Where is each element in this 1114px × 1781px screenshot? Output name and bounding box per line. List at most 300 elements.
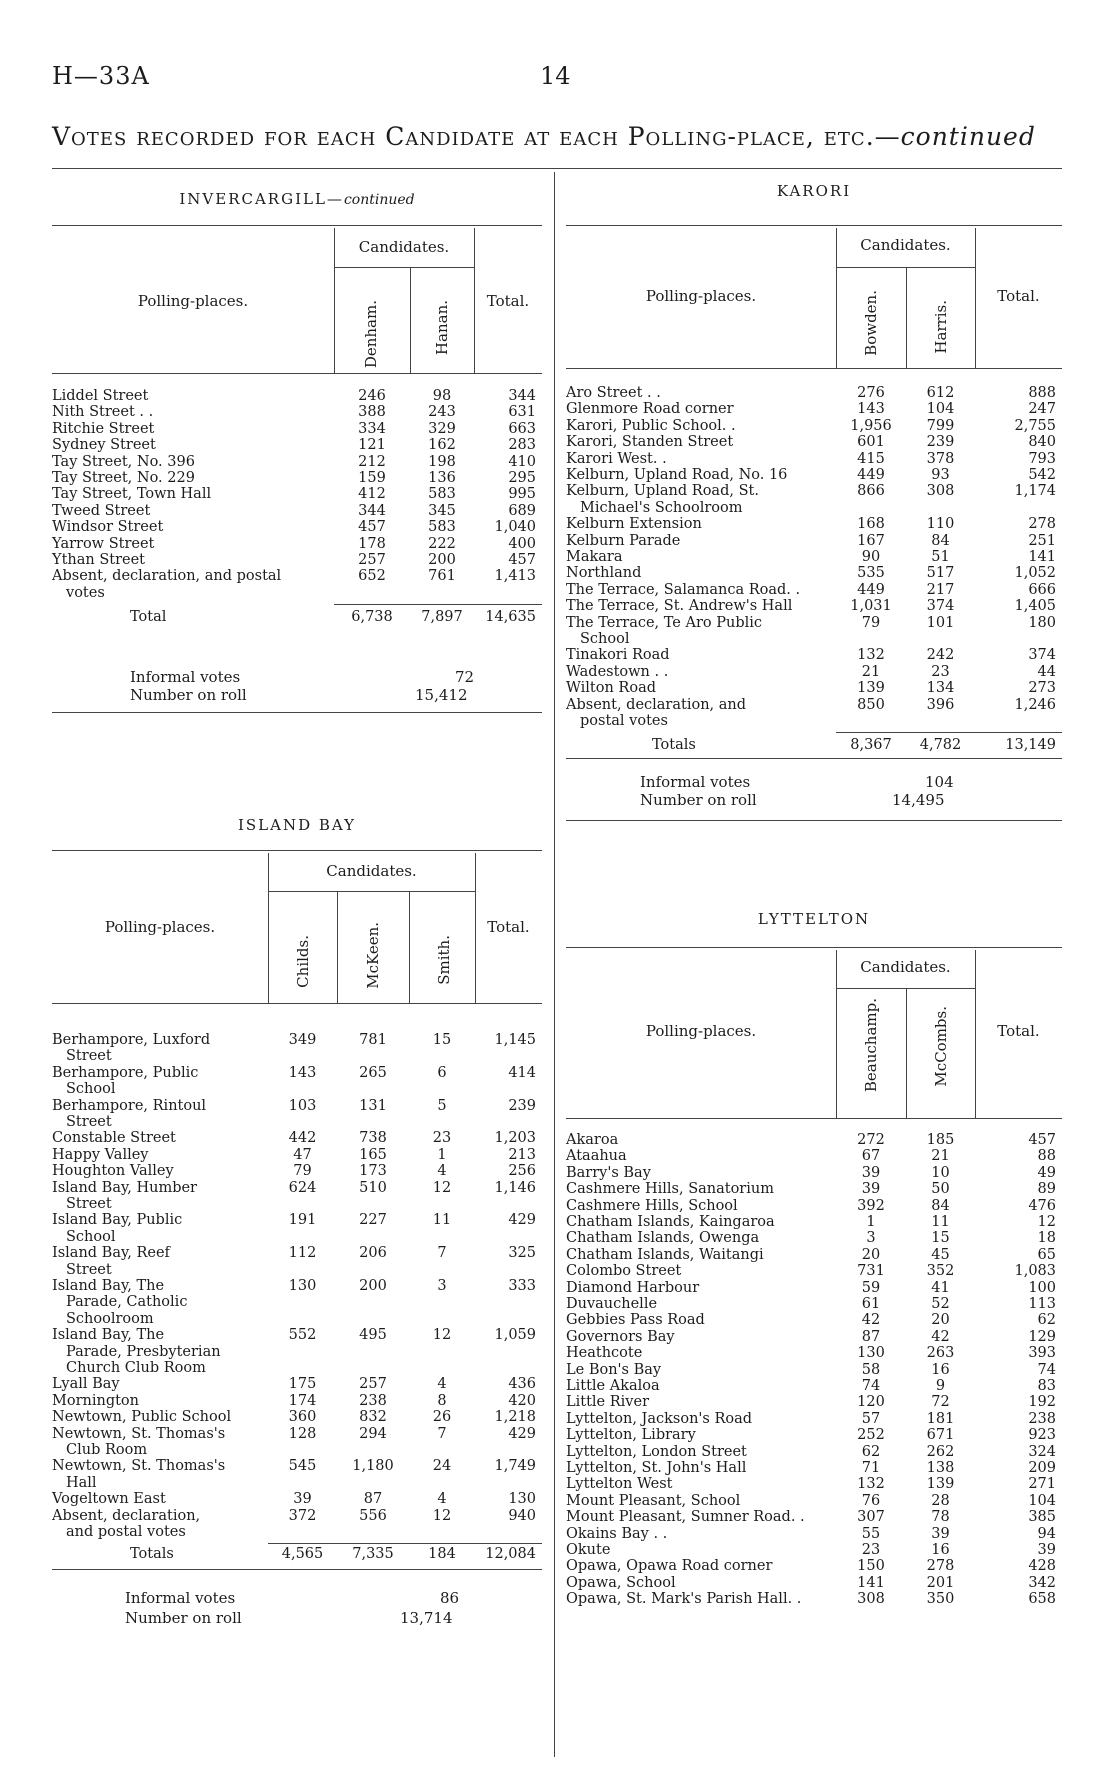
- karori-row-total: 1,174: [1014, 483, 1056, 500]
- lyttelton-votes: 141: [857, 1574, 885, 1591]
- lyttelton-place: Okains Bay . .: [566, 1525, 668, 1542]
- invercargill-grand-total: 14,635: [485, 609, 536, 626]
- island-bay-cand-rule: [268, 891, 475, 892]
- karori-total-2: 4,782: [919, 737, 962, 754]
- lyttelton-place: Le Bon's Bay: [566, 1361, 662, 1378]
- lyttelton-votes: 39: [931, 1525, 950, 1542]
- island_bay-votes: 173: [359, 1163, 387, 1180]
- island_bay-place: Hall: [66, 1474, 97, 1491]
- island_bay-row-total: 256: [508, 1163, 536, 1180]
- island_bay-votes: 112: [288, 1245, 317, 1262]
- karori-row-total: 141: [1028, 549, 1056, 565]
- karori-candidates-label: Candidates.: [860, 236, 951, 254]
- lyttelton-votes: 15: [931, 1230, 950, 1247]
- island_bay-votes: 257: [359, 1376, 387, 1393]
- lyttelton-row-total: 83: [1037, 1378, 1056, 1394]
- lyttelton-total-label: Total.: [997, 1022, 1040, 1040]
- invercargill-votes: 178: [358, 535, 386, 552]
- island_bay-row-total: 414: [508, 1064, 536, 1081]
- karori-cand-rule: [836, 267, 975, 268]
- lyttelton-row-total: 1,083: [1014, 1263, 1056, 1280]
- karori-place: Aro Street . .: [566, 385, 661, 401]
- island_bay-votes: 510: [359, 1179, 387, 1196]
- island-bay-total-2: 7,335: [352, 1546, 394, 1563]
- karori-votes: 21: [861, 663, 881, 680]
- island_bay-votes: 165: [359, 1146, 387, 1163]
- invercargill-roll-value: 15,412: [415, 686, 468, 704]
- lyttelton-votes: 16: [931, 1542, 950, 1558]
- karori-place: Wilton Road: [566, 680, 657, 697]
- invercargill-place: Nith Street . .: [52, 404, 154, 421]
- lyttelton-votes: 74: [861, 1378, 881, 1394]
- island_bay-votes: 495: [359, 1327, 387, 1344]
- karori-votes: 79: [861, 614, 881, 631]
- invercargill-place: Tay Street, No. 229: [52, 470, 195, 486]
- invercargill-row-total: 663: [508, 420, 536, 437]
- document-title: [52, 122, 1062, 151]
- lyttelton-place: Opawa, Opawa Road corner: [566, 1558, 773, 1575]
- lyttelton-votes: 350: [926, 1591, 955, 1608]
- invercargill-votes: 246: [358, 388, 386, 404]
- karori-votes: 415: [857, 450, 885, 467]
- lyttelton-place: Okute: [566, 1542, 611, 1558]
- karori-informal-label: Informal votes: [640, 773, 751, 791]
- island_bay-place: Club Room: [66, 1442, 148, 1458]
- karori-place: Karori, Standen Street: [566, 434, 734, 451]
- island_bay-votes: 191: [288, 1212, 317, 1229]
- invercargill-votes: 334: [358, 420, 386, 437]
- island_bay-place: Vogeltown East: [52, 1491, 166, 1508]
- lyttelton-row-total: 74: [1037, 1361, 1056, 1378]
- island-bay-col-line: [409, 892, 410, 1003]
- karori-title: KARORI: [776, 182, 852, 200]
- lyttelton-votes: 308: [857, 1591, 885, 1608]
- karori-place: Kelburn, Upland Road, St.: [566, 483, 759, 500]
- island_bay-place: Constable Street: [52, 1130, 176, 1147]
- lyttelton-votes: 3: [866, 1230, 876, 1247]
- lyttelton-row-total: 88: [1037, 1148, 1056, 1165]
- karori-polling-label: Polling-places.: [645, 287, 757, 305]
- island_bay-row-total: 1,145: [494, 1032, 536, 1048]
- invercargill-title: [52, 190, 542, 208]
- invercargill-row-total: 400: [508, 535, 536, 552]
- island_bay-place: Island Bay, Humber: [52, 1179, 197, 1196]
- island_bay-place: School: [66, 1081, 116, 1098]
- island_bay-row-total: 1,146: [494, 1179, 536, 1196]
- lyttelton-row-total: 18: [1037, 1230, 1056, 1247]
- invercargill-total-2: 7,897: [421, 609, 463, 626]
- island_bay-row-total: 1,203: [494, 1130, 536, 1147]
- lyttelton-votes: 45: [931, 1246, 950, 1263]
- karori-votes: 104: [926, 401, 955, 418]
- karori-row-total: 840: [1028, 434, 1056, 451]
- lyttelton-row-total: 192: [1028, 1394, 1056, 1411]
- invercargill-place: Ythan Street: [52, 552, 146, 568]
- lyttelton-place: Diamond Harbour: [566, 1279, 700, 1296]
- island_bay-votes: 1,180: [352, 1458, 394, 1475]
- lyttelton-votes: 20: [931, 1312, 950, 1329]
- lyttelton-place: Lyttelton West: [566, 1476, 673, 1493]
- karori-row-total: 180: [1028, 614, 1056, 631]
- island_bay-place: Berhampore, Rintoul: [52, 1097, 207, 1114]
- lyttelton-row-total: 104: [1028, 1492, 1056, 1509]
- karori-votes: 535: [857, 565, 885, 582]
- karori-votes: 217: [926, 581, 955, 598]
- lyttelton-row-total: 94: [1037, 1525, 1056, 1542]
- island_bay-row-total: 325: [508, 1245, 536, 1262]
- lyttelton-place: Opawa, St. Mark's Parish Hall. .: [566, 1591, 802, 1608]
- karori-place: Kelburn Extension: [566, 516, 702, 533]
- karori-votes: 1,031: [850, 598, 892, 615]
- island_bay-votes: 349: [288, 1032, 317, 1048]
- island_bay-votes: 87: [363, 1491, 383, 1508]
- island-bay-top-rule: [52, 850, 542, 851]
- karori-place: Makara: [566, 549, 623, 565]
- island_bay-place: Newtown, Public School: [52, 1409, 232, 1426]
- island_bay-place: Absent, declaration,: [52, 1507, 201, 1524]
- invercargill-row-total: 995: [508, 486, 536, 503]
- island_bay-row-total: 420: [508, 1392, 536, 1409]
- invercargill-votes: 583: [428, 519, 456, 536]
- karori-total-1: 8,367: [850, 737, 892, 754]
- karori-votes: 449: [857, 581, 885, 598]
- lyttelton-votes: 139: [926, 1476, 955, 1493]
- island_bay-row-total: 333: [508, 1278, 536, 1294]
- lyttelton-votes: 59: [861, 1279, 881, 1296]
- karori-grand-total: 13,149: [1005, 737, 1056, 754]
- island_bay-votes: 143: [288, 1064, 317, 1081]
- karori-votes: 101: [926, 614, 955, 631]
- karori-votes: 866: [857, 483, 885, 500]
- lyttelton-place: Chatham Islands, Kaingaroa: [566, 1214, 775, 1230]
- karori-place: Kelburn, Upland Road, No. 16: [566, 467, 788, 483]
- island_bay-votes: 12: [432, 1327, 452, 1344]
- island_bay-place: Houghton Valley: [52, 1163, 174, 1180]
- lyttelton-place: Gebbies Pass Road: [566, 1312, 705, 1329]
- lyttelton-votes: 21: [931, 1148, 950, 1165]
- lyttelton-place: Cashmere Hills, Sanatorium: [566, 1181, 774, 1198]
- lyttelton-votes: 23: [861, 1542, 881, 1558]
- karori-row-total: 2,755: [1014, 417, 1056, 434]
- lyttelton-votes: 39: [861, 1181, 881, 1198]
- invercargill-place: votes: [66, 584, 105, 601]
- lyttelton-row-total: 12: [1037, 1214, 1056, 1230]
- island_bay-votes: 12: [432, 1179, 452, 1196]
- invercargill-votes: 412: [358, 486, 386, 503]
- island_bay-votes: 372: [288, 1507, 317, 1524]
- karori-place: Northland: [566, 565, 642, 582]
- lyttelton-place: Lyttelton, Jackson's Road: [566, 1410, 753, 1427]
- karori-place: Absent, declaration, and: [566, 696, 747, 713]
- title-rule: [52, 168, 1062, 169]
- lyttelton-row-total: 89: [1037, 1181, 1056, 1198]
- lyttelton-votes: 42: [861, 1312, 881, 1329]
- lyttelton-cand-rule: [836, 988, 975, 989]
- island_bay-votes: 1: [437, 1146, 447, 1163]
- island_bay-place: Island Bay, Reef: [52, 1245, 170, 1262]
- lyttelton-votes: 9: [935, 1378, 946, 1394]
- invercargill-place: Tay Street, Town Hall: [52, 486, 212, 503]
- karori-place: Glenmore Road corner: [566, 401, 734, 418]
- karori-place: School: [580, 631, 630, 647]
- page-number: 14: [540, 62, 571, 90]
- island-bay-polling-label: Polling-places.: [104, 918, 216, 936]
- lyttelton-votes: 52: [931, 1296, 950, 1312]
- karori-row-total: 1,052: [1014, 565, 1056, 582]
- island_bay-votes: 26: [432, 1409, 452, 1426]
- lyttelton-place: Mount Pleasant, School: [566, 1492, 741, 1509]
- karori-place: Karori West. .: [566, 450, 667, 467]
- karori-footer-rule: [566, 758, 1062, 759]
- karori-row-total: 1,246: [1014, 696, 1056, 713]
- lyttelton-place: Little Akaloa: [566, 1378, 660, 1394]
- karori-votes: 167: [857, 532, 885, 549]
- island_bay-votes: 4: [437, 1491, 447, 1508]
- island_bay-row-total: 429: [508, 1425, 536, 1442]
- invercargill-votes: 136: [428, 470, 456, 486]
- lyttelton-row-total: 271: [1028, 1476, 1056, 1493]
- invercargill-votes: 212: [358, 453, 386, 470]
- lyttelton-votes: 20: [861, 1246, 881, 1263]
- invercargill-informal-value: 72: [455, 668, 475, 686]
- island-bay-total-3: 184: [428, 1546, 456, 1563]
- lyttelton-votes: 16: [931, 1361, 950, 1378]
- lyttelton-place: Lyttelton, London Street: [566, 1443, 747, 1460]
- karori-place: Karori, Public School. .: [566, 417, 736, 434]
- karori-row-total: 251: [1028, 532, 1056, 549]
- lyttelton-title: LYTTELTON: [757, 910, 871, 928]
- lyttelton-votes: 352: [926, 1263, 955, 1280]
- karori-totals-label: Totals: [652, 737, 696, 754]
- karori-bottom-rule: [566, 820, 1062, 821]
- karori-row-total: 542: [1028, 467, 1056, 483]
- karori-votes: 84: [931, 532, 950, 549]
- lyttelton-col-line: [906, 989, 907, 1118]
- invercargill-place: Tweed Street: [52, 502, 151, 519]
- karori-votes: 601: [857, 434, 885, 451]
- island_bay-votes: 556: [359, 1507, 387, 1524]
- island-bay-informal-label: Informal votes: [125, 1589, 236, 1608]
- lyttelton-votes: 72: [931, 1394, 950, 1411]
- karori-votes: 276: [857, 385, 885, 401]
- lyttelton-row-total: 658: [1028, 1591, 1056, 1608]
- island_bay-votes: 442: [288, 1130, 317, 1147]
- lyttelton-votes: 1: [866, 1214, 876, 1230]
- karori-row-total: 888: [1028, 385, 1056, 401]
- karori-votes: 449: [857, 467, 885, 483]
- invercargill-votes: 222: [428, 535, 456, 552]
- lyttelton-place: Barry's Bay: [566, 1164, 651, 1181]
- karori-roll-label: Number on roll: [640, 791, 757, 809]
- island_bay-place: Schoolroom: [66, 1310, 154, 1327]
- island_bay-votes: 79: [293, 1163, 312, 1180]
- invercargill-votes: 121: [358, 437, 386, 454]
- karori-votes: 110: [926, 516, 955, 533]
- karori-informal-value: 104: [925, 773, 954, 791]
- lyttelton-votes: 120: [857, 1394, 885, 1411]
- invercargill-votes: 344: [358, 502, 386, 519]
- island_bay-votes: 39: [293, 1491, 312, 1508]
- island-bay-candidate-1: Childs.: [294, 935, 312, 988]
- invercargill-total-label: Total.: [486, 292, 530, 310]
- invercargill-row-total: 631: [508, 404, 536, 421]
- island_bay-place: School: [66, 1228, 116, 1245]
- island_bay-votes: 200: [359, 1278, 387, 1294]
- karori-row-total: 374: [1028, 647, 1056, 664]
- lyttelton-votes: 671: [926, 1427, 955, 1444]
- invercargill-total-1: 6,738: [351, 609, 393, 626]
- island_bay-place: Church Club Room: [66, 1360, 206, 1376]
- invercargill-totals-label: Total: [130, 609, 167, 626]
- lyttelton-polling-label: Polling-places.: [645, 1022, 757, 1040]
- lyttelton-header-rule: [566, 1118, 1062, 1119]
- island_bay-votes: 227: [359, 1212, 387, 1229]
- invercargill-row-total: 457: [508, 552, 536, 568]
- invercargill-votes: 329: [428, 420, 456, 437]
- karori-votes: 1,956: [850, 417, 892, 434]
- lyttelton-row-total: 129: [1028, 1328, 1056, 1345]
- karori-place: Tinakori Road: [566, 647, 670, 664]
- invercargill-place: Absent, declaration, and postal: [52, 568, 282, 585]
- invercargill-votes: 98: [432, 388, 452, 404]
- invercargill-votes: 388: [358, 404, 386, 421]
- lyttelton-votes: 11: [931, 1214, 950, 1230]
- document-title-main: Votes recorded for each Candidate at each Polling-place, etc.—: [52, 122, 901, 151]
- island-bay-candidate-2: McKeen.: [364, 922, 382, 989]
- island-bay-bottom-rule: [52, 1569, 542, 1570]
- lyttelton-votes: 263: [926, 1345, 955, 1362]
- lyttelton-votes: 62: [861, 1443, 881, 1460]
- karori-candidate-2: Harris.: [932, 300, 950, 354]
- lyttelton-votes: 28: [931, 1492, 950, 1509]
- lyttelton-candidate-1: Beauchamp.: [862, 998, 880, 1093]
- island_bay-row-total: 213: [508, 1146, 536, 1163]
- invercargill-candidate-2: Hanan.: [433, 300, 451, 356]
- invercargill-row-total: 1,040: [494, 519, 536, 536]
- lyttelton-place: Cashmere Hills, School: [566, 1197, 738, 1214]
- island_bay-votes: 103: [288, 1097, 317, 1114]
- invercargill-row-total: 1,413: [494, 568, 536, 585]
- column-divider: [554, 172, 555, 1757]
- karori-votes: 51: [931, 549, 950, 565]
- island_bay-place: Newtown, St. Thomas's: [52, 1425, 226, 1442]
- island_bay-place: Mornington: [52, 1392, 139, 1409]
- invercargill-row-total: 295: [508, 470, 536, 486]
- island_bay-votes: 238: [359, 1392, 387, 1409]
- lyttelton-place: Chatham Islands, Waitangi: [566, 1246, 764, 1263]
- karori-place: Michael's Schoolroom: [580, 499, 743, 516]
- lyttelton-votes: 78: [931, 1509, 950, 1526]
- lyttelton-votes: 392: [857, 1197, 885, 1214]
- island_bay-row-total: 1,749: [494, 1458, 536, 1475]
- island_bay-votes: 360: [288, 1409, 317, 1426]
- island-bay-totals-rule: [268, 1543, 542, 1544]
- island_bay-votes: 24: [432, 1458, 452, 1475]
- lyttelton-row-total: 100: [1028, 1279, 1056, 1296]
- invercargill-header-rule: [52, 373, 542, 374]
- lyttelton-row-total: 923: [1028, 1427, 1056, 1444]
- invercargill-votes: 159: [358, 470, 386, 486]
- lyttelton-votes: 201: [926, 1574, 955, 1591]
- island_bay-row-total: 130: [508, 1491, 536, 1508]
- island-bay-totals-label: Totals: [130, 1546, 174, 1563]
- island_bay-votes: 23: [432, 1130, 452, 1147]
- karori-votes: 90: [861, 549, 881, 565]
- island-bay-candidate-3: Smith.: [435, 935, 453, 985]
- island_bay-place: Street: [66, 1048, 112, 1065]
- karori-row-total: 793: [1028, 450, 1056, 467]
- lyttelton-place: Governors Bay: [566, 1328, 675, 1345]
- lyttelton-row-total: 393: [1028, 1345, 1056, 1362]
- karori-total-label: Total.: [997, 287, 1040, 305]
- lyttelton-place: Chatham Islands, Owenga: [566, 1230, 760, 1247]
- island_bay-votes: 545: [288, 1458, 317, 1475]
- karori-place: Kelburn Parade: [566, 532, 681, 549]
- island_bay-place: Newtown, St. Thomas's: [52, 1458, 226, 1475]
- island_bay-votes: 131: [359, 1097, 387, 1114]
- invercargill-bottom-rule: [52, 712, 542, 713]
- island_bay-votes: 5: [437, 1097, 447, 1114]
- karori-votes: 850: [857, 696, 885, 713]
- island_bay-votes: 294: [359, 1425, 387, 1442]
- lyttelton-place: Duvauchelle: [566, 1296, 658, 1312]
- invercargill-votes: 457: [358, 519, 386, 536]
- invercargill-row-total: 410: [508, 453, 536, 470]
- karori-totals-rule: [836, 732, 1062, 733]
- invercargill-row-total: 344: [508, 388, 536, 404]
- invercargill-candidates-label: Candidates.: [358, 238, 450, 256]
- island_bay-votes: 8: [437, 1392, 447, 1409]
- lyttelton-row-total: 385: [1028, 1509, 1056, 1526]
- karori-votes: 134: [926, 680, 955, 697]
- lyttelton-votes: 185: [926, 1132, 955, 1148]
- island_bay-place: Berhampore, Luxford: [52, 1032, 211, 1048]
- island_bay-votes: 130: [288, 1278, 317, 1294]
- lyttelton-votes: 42: [931, 1328, 950, 1345]
- document-title-continued: continued: [900, 122, 1036, 151]
- lyttelton-place: Heathcote: [566, 1345, 643, 1362]
- lyttelton-row-total: 113: [1028, 1296, 1056, 1312]
- lyttelton-row-total: 209: [1028, 1460, 1056, 1476]
- karori-votes: 143: [857, 401, 885, 418]
- island-bay-total-label: Total.: [487, 918, 530, 936]
- document-code: H—33A: [52, 62, 150, 90]
- lyttelton-votes: 84: [931, 1197, 950, 1214]
- island_bay-votes: 624: [288, 1179, 317, 1196]
- lyttelton-votes: 10: [931, 1164, 950, 1181]
- island-bay-header-rule: [52, 1003, 542, 1004]
- lyttelton-place: Lyttelton, Library: [566, 1427, 696, 1444]
- lyttelton-top-rule: [566, 947, 1062, 948]
- island_bay-place: Berhampore, Public: [52, 1064, 199, 1081]
- invercargill-informal-label: Informal votes: [130, 668, 241, 686]
- island_bay-place: Street: [66, 1114, 112, 1130]
- lyttelton-votes: 50: [931, 1181, 950, 1198]
- island_bay-votes: 206: [359, 1245, 387, 1262]
- lyttelton-place: Opawa, School: [566, 1574, 676, 1591]
- invercargill-col-line: [410, 268, 411, 373]
- invercargill-place: Tay Street, No. 396: [52, 453, 195, 470]
- invercargill-candidate-1: Denham.: [362, 300, 380, 369]
- invercargill-place: Liddel Street: [52, 388, 149, 404]
- island_bay-place: Street: [66, 1196, 112, 1212]
- lyttelton-votes: 55: [861, 1525, 881, 1542]
- island-bay-roll-label: Number on roll: [125, 1609, 242, 1628]
- lyttelton-votes: 272: [857, 1132, 885, 1148]
- island_bay-votes: 15: [432, 1032, 452, 1048]
- invercargill-place: Yarrow Street: [52, 535, 155, 552]
- island_bay-place: Street: [66, 1261, 112, 1278]
